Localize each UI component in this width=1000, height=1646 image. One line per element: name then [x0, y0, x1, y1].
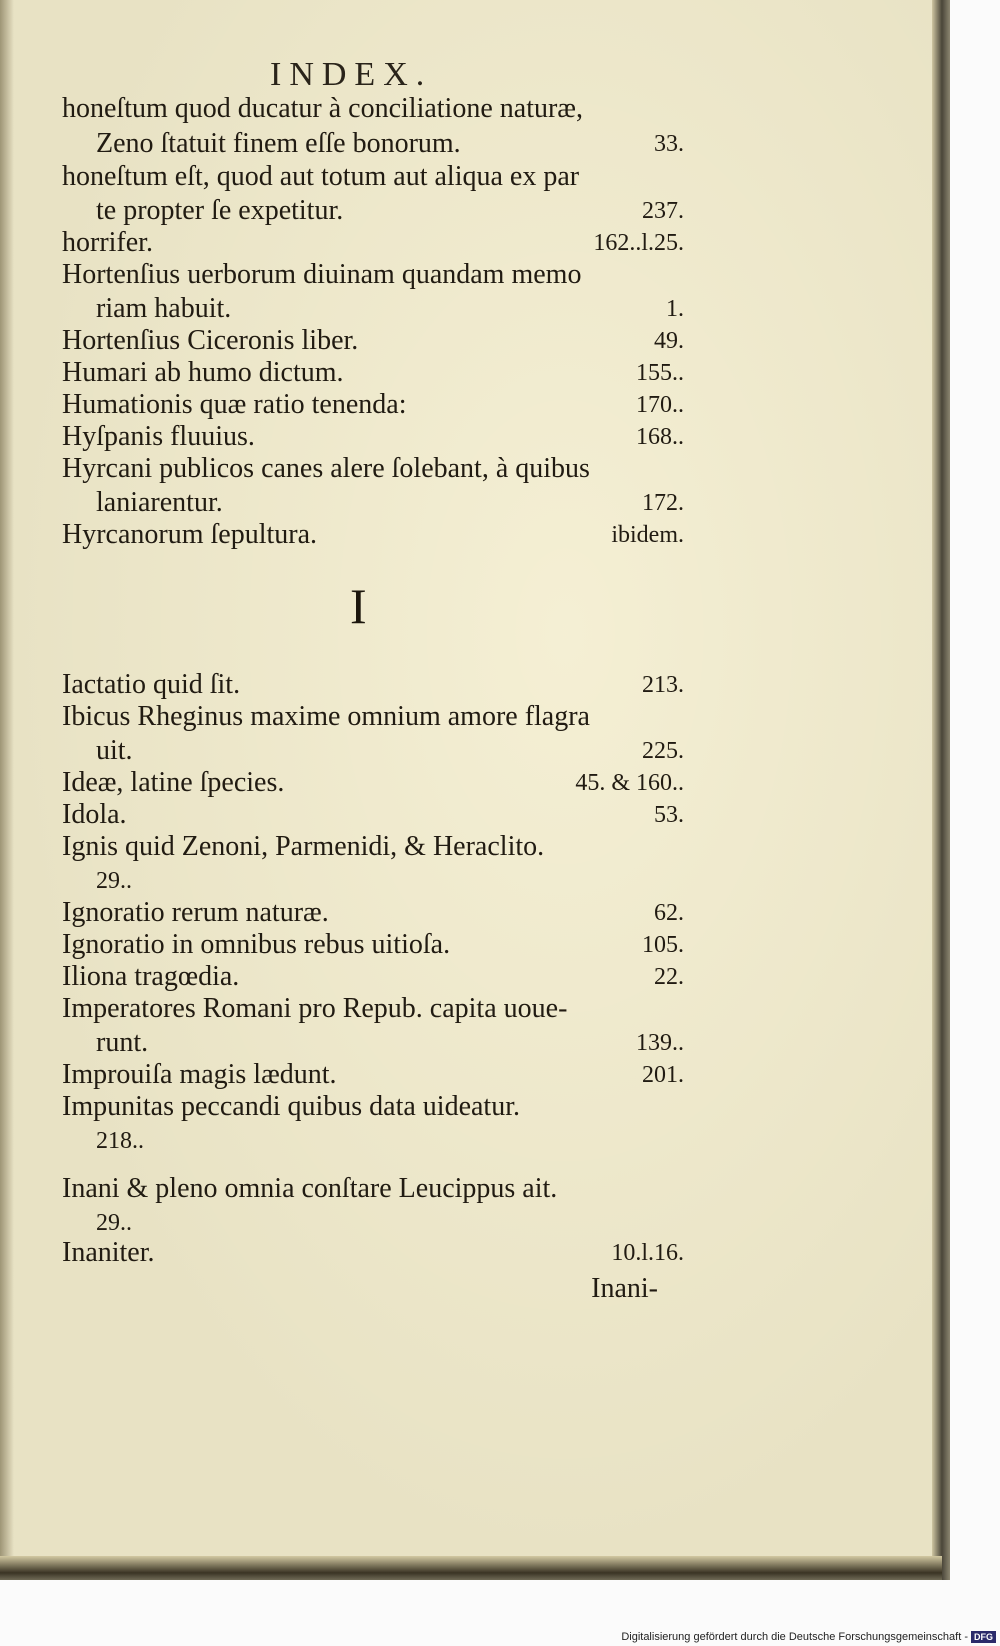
index-entry-line: Ignoratio rerum naturæ. [62, 897, 329, 928]
index-entry-line: honeſtum eſt, quod aut totum aut aliqua ex par [62, 161, 580, 192]
section-letter-heading: I [350, 578, 367, 634]
page-reference: 170.. [636, 392, 684, 418]
page-reference: 10.l.16. [611, 1240, 684, 1266]
index-entry-line: Imperatores Romani pro Repub. capita uoue- [62, 993, 568, 1024]
page-reference: ibidem. [611, 522, 684, 548]
page-reference: 53. [654, 802, 684, 828]
page-reference: 201. [642, 1062, 684, 1088]
page-reference: 62. [654, 900, 684, 926]
page-gutter-shadow [0, 0, 14, 1580]
page-fore-edge [932, 0, 950, 1580]
index-entry-line: Impunitas peccandi quibus data uideatur. [62, 1091, 520, 1122]
index-entry-line: Improuiſa magis lædunt. [62, 1059, 337, 1090]
footer-text: Digitalisierung gefördert durch die Deutsche Forschungsgemeinschaft - [621, 1631, 968, 1643]
index-entry-line: Inaniter. [62, 1237, 155, 1268]
index-entry-line: Inani & pleno omnia conſtare Leucippus ait. [62, 1173, 558, 1204]
index-entry-line: uit. [96, 735, 133, 766]
page-reference: 22. [654, 964, 684, 990]
index-entry-line: runt. [96, 1027, 149, 1058]
index-entry-line: Hortenſius uerborum diuinam quandam memo [62, 259, 582, 290]
index-entry-line: Hyſpanis fluuius. [62, 421, 255, 452]
page-reference: 49. [654, 328, 684, 354]
page-reference: 155.. [636, 360, 684, 386]
index-entry-line: riam habuit. [96, 293, 232, 324]
index-entry-line: 29.. [96, 1210, 132, 1236]
catchword: Inani- [591, 1273, 658, 1304]
index-entry-line: Hyrcani publicos canes alere ſolebant, à quibus [62, 453, 590, 484]
page-reference: 225. [642, 738, 684, 764]
page-reference: 162..l.25. [593, 230, 684, 256]
digitization-footer [621, 1630, 996, 1644]
index-entry-line: 218.. [96, 1128, 144, 1154]
running-header: INDEX. [270, 56, 433, 93]
index-entry-line: Ibicus Rheginus maxime omnium amore flagra [62, 701, 590, 732]
page-reference: 213. [642, 672, 684, 698]
page-reference: 139.. [636, 1030, 684, 1056]
page-reference: 172. [642, 490, 684, 516]
index-entry-line: Ideæ, latine ſpecies. [62, 767, 285, 798]
index-entry-line: Iliona tragœdia. [62, 961, 240, 992]
page-reference: 105. [642, 932, 684, 958]
page-reference: 168.. [636, 424, 684, 450]
dfg-logo: DFG [971, 1631, 996, 1643]
index-entry-line: laniarentur. [96, 487, 223, 518]
index-entry-line: Ignis quid Zenoni, Parmenidi, & Heraclito. [62, 831, 545, 862]
index-entry-line: honeſtum quod ducatur à conciliatione naturæ, [62, 93, 583, 124]
index-entry-line: Humationis quæ ratio tenenda: [62, 389, 407, 420]
page-bottom-edge [0, 1556, 942, 1580]
index-entry-line: Humari ab humo dictum. [62, 357, 344, 388]
index-entry-line: Zeno ſtatuit finem eſſe bonorum. [96, 128, 461, 159]
index-entry-line: Ignoratio in omnibus rebus uitioſa. [62, 929, 451, 960]
index-entry-line: horrifer. [62, 227, 153, 258]
page-reference: 45. & 160.. [575, 770, 684, 796]
index-entry-line: 29.. [96, 868, 132, 894]
index-entry-line: Iactatio quid ſit. [62, 669, 241, 700]
page-reference: 33. [654, 131, 684, 157]
index-entry-line: Hortenſius Ciceronis liber. [62, 325, 359, 356]
index-entry-line: Idola. [62, 799, 127, 830]
page-reference: 237. [642, 198, 684, 224]
index-entry-line: Hyrcanorum ſepultura. [62, 519, 318, 550]
index-entry-line: te propter ſe expetitur. [96, 195, 344, 226]
page-reference: 1. [666, 296, 684, 322]
